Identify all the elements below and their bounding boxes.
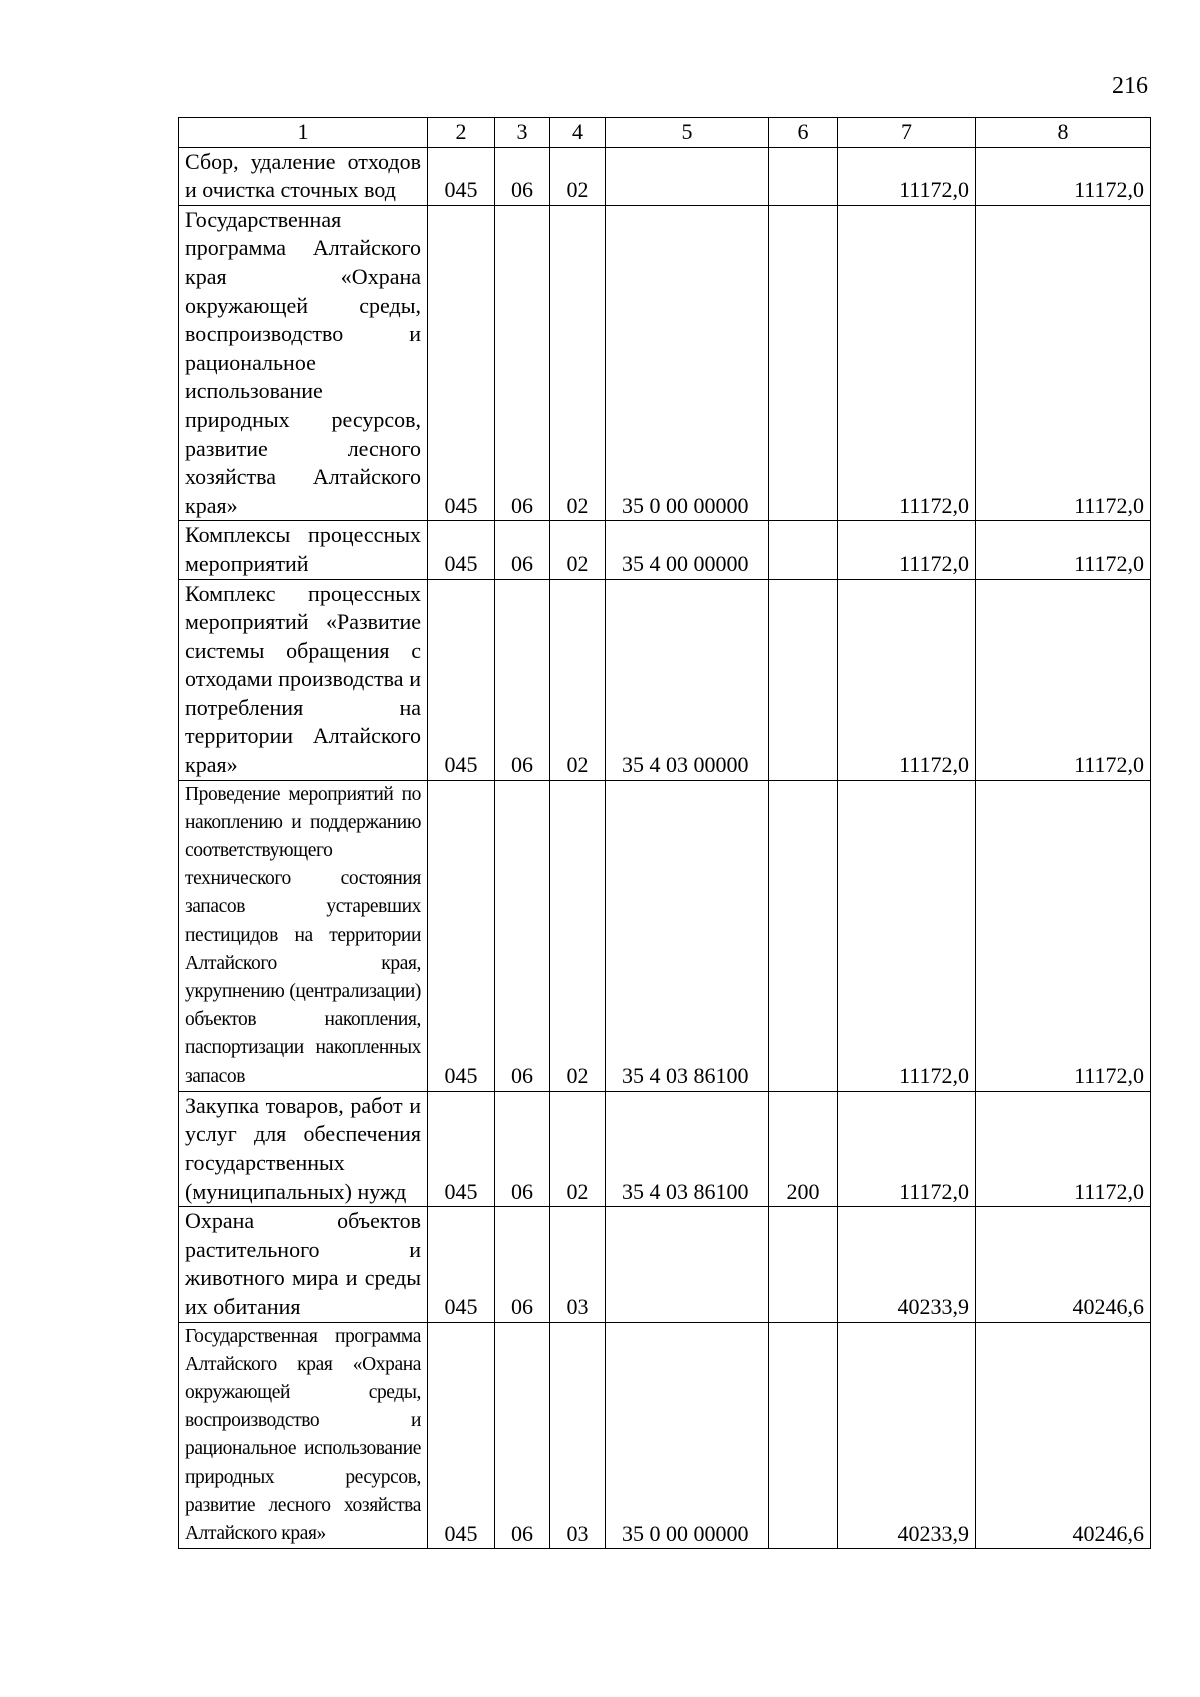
expense-type-cell: 200 <box>769 1091 838 1206</box>
subsection-cell: 02 <box>550 205 606 521</box>
amount-year1-cell: 11172,0 <box>838 1091 976 1206</box>
amount-year1-cell: 11172,0 <box>838 579 976 780</box>
amount-year2-cell: 11172,0 <box>976 521 1151 579</box>
target-article-cell <box>606 1207 769 1322</box>
amount-year2-cell: 11172,0 <box>976 147 1151 205</box>
item-name-cell: Проведение мероприятий по накоплению и поддержанию соответствующего технического состояния запасов устаревших пестицидов на территории Алтайского края, укрупнению (централизации) объектов накопления, паспортизации накопленных запасов <box>179 780 428 1091</box>
section-cell: 06 <box>495 147 550 205</box>
column-header: 1 <box>179 118 428 148</box>
page-number: 216 <box>1112 73 1148 99</box>
target-article-cell: 35 4 03 00000 <box>606 579 769 780</box>
amount-year2-cell: 11172,0 <box>976 1091 1151 1206</box>
grbs-cell: 045 <box>428 780 495 1091</box>
item-name-cell: Государственная программа Алтайского края «Охрана окружающей среды, воспроизводство и рациональное использование природных ресурсов, развитие лесного хозяйства Алтайского края» <box>179 205 428 521</box>
table-row <box>179 205 1151 521</box>
amount-year2-cell: 11172,0 <box>976 579 1151 780</box>
grbs-cell: 045 <box>428 521 495 579</box>
section-cell: 06 <box>495 1322 550 1549</box>
subsection-cell: 02 <box>550 780 606 1091</box>
target-article-cell: 35 4 03 86100 <box>606 780 769 1091</box>
expense-type-cell <box>769 1207 838 1322</box>
amount-year2-cell: 40246,6 <box>976 1207 1151 1322</box>
table-row <box>179 780 1151 1091</box>
grbs-cell: 045 <box>428 1207 495 1322</box>
amount-year1-cell: 11172,0 <box>838 780 976 1091</box>
item-name-cell: Охрана объектов растительного и животного мира и среды их обитания <box>179 1207 428 1322</box>
table-row <box>179 147 1151 205</box>
expense-type-cell <box>769 780 838 1091</box>
column-header: 8 <box>976 118 1151 148</box>
subsection-cell: 02 <box>550 147 606 205</box>
target-article-cell: 35 4 03 86100 <box>606 1091 769 1206</box>
grbs-cell: 045 <box>428 1091 495 1206</box>
target-article-cell: 35 0 00 00000 <box>606 205 769 521</box>
target-article-cell <box>606 147 769 205</box>
subsection-cell: 02 <box>550 521 606 579</box>
table-row <box>179 1207 1151 1322</box>
section-cell: 06 <box>495 579 550 780</box>
column-header: 6 <box>769 118 838 148</box>
grbs-cell: 045 <box>428 205 495 521</box>
column-header: 7 <box>838 118 976 148</box>
amount-year2-cell: 11172,0 <box>976 205 1151 521</box>
item-name-cell: Закупка товаров, работ и услуг для обеспечения государственных (муниципальных) нужд <box>179 1091 428 1206</box>
header-row <box>179 118 1151 148</box>
section-cell: 06 <box>495 1207 550 1322</box>
table-row <box>179 1322 1151 1549</box>
amount-year1-cell: 40233,9 <box>838 1207 976 1322</box>
budget-table <box>178 117 1151 1549</box>
grbs-cell: 045 <box>428 147 495 205</box>
grbs-cell: 045 <box>428 579 495 780</box>
target-article-cell: 35 4 00 00000 <box>606 521 769 579</box>
expense-type-cell <box>769 1322 838 1549</box>
amount-year1-cell: 40233,9 <box>838 1322 976 1549</box>
item-name-cell: Государственная программа Алтайского края «Охрана окружающей среды, воспроизводство и рациональное использование природных ресурсов, развитие лесного хозяйства Алтайского края» <box>179 1322 428 1549</box>
section-cell: 06 <box>495 205 550 521</box>
amount-year2-cell: 11172,0 <box>976 780 1151 1091</box>
item-name-cell: Сбор, удаление отходов и очистка сточных вод <box>179 147 428 205</box>
item-name-cell: Комплекс процессных мероприятий «Развитие системы обращения с отходами производства и потребления на территории Алтайского края» <box>179 579 428 780</box>
table-row <box>179 579 1151 780</box>
section-cell: 06 <box>495 780 550 1091</box>
amount-year1-cell: 11172,0 <box>838 205 976 521</box>
subsection-cell: 02 <box>550 579 606 780</box>
column-header: 5 <box>606 118 769 148</box>
item-name-cell: Комплексы процессных мероприятий <box>179 521 428 579</box>
expense-type-cell <box>769 579 838 780</box>
subsection-cell: 03 <box>550 1207 606 1322</box>
table-row <box>179 521 1151 579</box>
expense-type-cell <box>769 205 838 521</box>
table-row <box>179 1091 1151 1206</box>
section-cell: 06 <box>495 521 550 579</box>
target-article-cell: 35 0 00 00000 <box>606 1322 769 1549</box>
column-header: 3 <box>495 118 550 148</box>
column-header: 2 <box>428 118 495 148</box>
subsection-cell: 02 <box>550 1091 606 1206</box>
expense-type-cell <box>769 521 838 579</box>
expense-type-cell <box>769 147 838 205</box>
subsection-cell: 03 <box>550 1322 606 1549</box>
column-header: 4 <box>550 118 606 148</box>
amount-year2-cell: 40246,6 <box>976 1322 1151 1549</box>
grbs-cell: 045 <box>428 1322 495 1549</box>
section-cell: 06 <box>495 1091 550 1206</box>
amount-year1-cell: 11172,0 <box>838 521 976 579</box>
amount-year1-cell: 11172,0 <box>838 147 976 205</box>
